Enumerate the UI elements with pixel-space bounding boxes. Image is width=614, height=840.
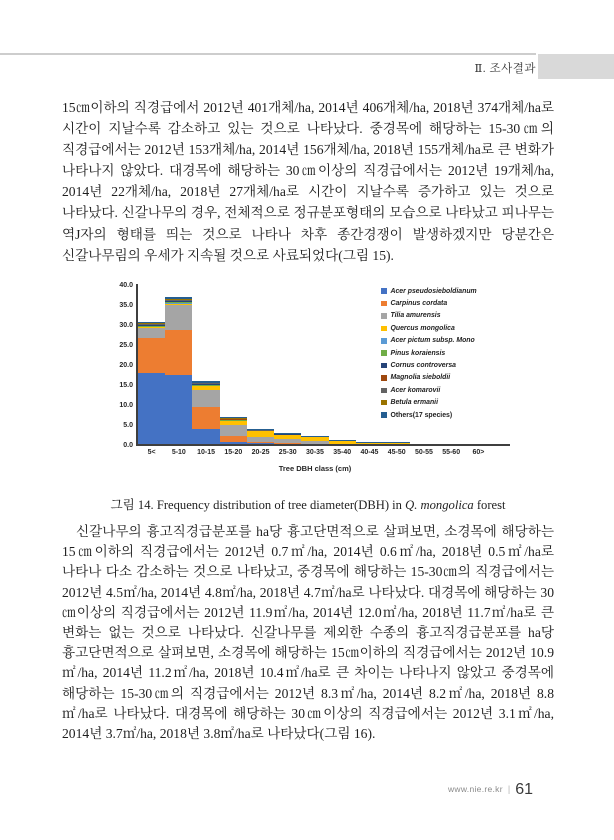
bar-segment [138, 327, 165, 338]
chart-y-ticks [113, 281, 133, 449]
bar-segment [301, 436, 328, 437]
legend-item [381, 409, 515, 421]
legend-series-label: Acer pictum subsp. Mono [390, 337, 475, 345]
body-paragraph-1: 15㎝이하의 직경급에서 2012년 401개체/ha, 2014년 406개체/ha, 2018년 374개체/ha로 시간이 지날수록 감소하고 있는 것으로 나타났다. 중경목에 해당하는 15-30㎝의 직경급에서는 2012년 153개체/ha, 2014년 156개체/ha, 2018년 155개체/ha로 큰 변화가 나타나지 않았다. 대경목에 해당하는 30㎝이상의 직경급에서는 2012년 19개체/ha, 2014년 22개체/ha, 2018년 27개체/ha로 시간이 지날수록 증가하고 있는 것으로 나타났다. 신갈나무의 경우, 전체적으로 정규분포형태의 모습으로 나타났고 피나무는 역J자의 형태를 띄는 것으로 나타나 차후 종간경쟁이 발생하겠지만 당분간은 신갈나무림의 우세가 지속될 것으로 사료되었다(그림 15). [62, 100, 554, 263]
bar-segment [165, 305, 192, 330]
chart-x-axis-title: Tree DBH class (cm) [278, 464, 352, 473]
legend-series-label: Quercus mongolica [390, 324, 455, 332]
legend-color-swatch [381, 400, 387, 406]
legend-item [381, 397, 515, 409]
bar-segment [274, 439, 301, 443]
bar-segment [192, 381, 219, 383]
bar-segment [165, 300, 192, 302]
chart-y-tick-label: 15.0 [119, 381, 133, 389]
bar-segment [329, 440, 356, 441]
bar-segment [192, 385, 219, 386]
bar-segment [138, 338, 165, 372]
legend-color-swatch [381, 326, 387, 332]
bar-segment [274, 433, 301, 434]
legend-series-label: Pinus koraiensis [390, 349, 446, 357]
legend-color-swatch [381, 363, 387, 369]
footer-page-number: 61 [515, 781, 533, 798]
chart-y-tick-label: 25.0 [119, 341, 133, 349]
chart-y-tick-label: 5.0 [123, 421, 133, 429]
legend-item [381, 384, 515, 396]
legend-series-label: Acer pseudosieboldianum [390, 287, 477, 295]
legend-series-label: Betula ermanii [390, 399, 438, 407]
bar-segment [356, 442, 383, 443]
legend-color-swatch [381, 338, 387, 344]
bar-segment [383, 442, 410, 443]
bar-segment [192, 384, 219, 385]
bar-segment [192, 429, 219, 444]
page-footer [0, 781, 533, 799]
footer-website-url: www.nie.re.kr [447, 784, 503, 794]
legend-color-swatch [381, 350, 387, 356]
bar-segment [220, 425, 247, 436]
legend-item [381, 285, 515, 297]
chart-y-tick-label: 40.0 [119, 281, 133, 289]
legend-item [381, 310, 515, 322]
legend-series-label: Cornus controversa [390, 362, 456, 370]
chart-x-tick-label: 30-35 [306, 449, 324, 456]
legend-item [381, 372, 515, 384]
chart-x-tick-label: 35-40 [333, 449, 352, 456]
chart-x-tick-label: 15-20 [224, 449, 243, 456]
footer-separator: | [507, 784, 511, 794]
legend-series-label: Tilia amurensis [390, 312, 441, 320]
chart-y-tick-label: 0.0 [123, 441, 133, 449]
legend-color-swatch [381, 288, 387, 294]
bar-segment [301, 437, 328, 441]
bar-segment [165, 299, 192, 300]
legend-color-swatch [381, 412, 387, 418]
chart-x-tick-label: 5< [147, 449, 156, 456]
body-paragraph-2: 신갈나무의 흉고직경급분포를 ha당 흉고단면적으로 살펴보면, 소경목에 해당하는 15㎝이하의 직경급에서는 2012년 0.7㎡/ha, 2014년 0.6㎡/ha, 2018년 0.5㎡/ha로 나타나 다소 감소하는 것으로 나타났고, 중경목에 해당하는 15-30㎝의 직경급에서는 2012년 4.5㎡/ha, 2014년 4.8㎡/ha, 2018년 4.7㎡/ha로 나타났다. 대경목에 해당하는 30㎝이상의 직경급에서는 2012년 11.9㎡/ha, 2014년 12.0㎡/ha, 2018년 11.7㎡/ha로 큰 변화는 없는 것으로 나타났다. 신갈나무를 제외한 수종의 흉고직경급분포를 ha당 흉고단면적으로 살펴보면, 소경목에 해당하는 15㎝이하의 직경급에서는 2012년 10.9㎡/ha, 2014년 11.2㎡/ha, 2018년 10.4㎡/ha로 큰 차이는 나타나지 않았고 중경목에 해당하는 15-30㎝의 직경급에서는 2012년 8.3㎡/ha, 2014년 8.2㎡/ha, 2018년 8.8㎡/ha로 나타났다. 대경목에 해당하는 30㎝이상의 직경급에서는 2012년 3.1㎡/ha, 2014년 3.7㎡/ha, 2018년 3.8㎡/ha로 나타났다(그림 16). [62, 524, 554, 742]
legend-color-swatch [381, 388, 387, 394]
bar-segment [247, 431, 274, 437]
chart-x-tick-label: 25-30 [278, 449, 297, 456]
bar-segment [165, 330, 192, 376]
legend-item [381, 335, 515, 347]
legend-series-label: Magnolia sieboldii [390, 374, 451, 382]
chart-x-labels [138, 449, 492, 459]
bar-segment [220, 417, 247, 418]
chart-x-tick-label: 5-10 [171, 449, 186, 456]
chart-x-tick-label: 55-60 [442, 449, 461, 456]
bar-segment [165, 297, 192, 299]
bar-segment [247, 437, 274, 442]
legend-series-label: Others(17 species) [390, 411, 453, 419]
legend-color-swatch [381, 313, 387, 319]
chart-y-tick-label: 35.0 [119, 301, 133, 309]
chart-y-tick-label: 10.0 [119, 401, 133, 409]
legend-color-swatch [381, 375, 387, 381]
figure-14-chart [113, 278, 515, 486]
header-divider [0, 53, 536, 55]
chart-x-tick-label: 20-25 [251, 449, 270, 456]
chart-y-tick-label: 20.0 [119, 361, 133, 369]
section-header: Ⅱ. 조사결과 [474, 63, 536, 75]
bar-segment [165, 303, 192, 305]
bar-segment [192, 407, 219, 429]
bar-segment [192, 390, 219, 408]
chart-x-tick-label: 50-55 [414, 449, 433, 456]
bar-segment [220, 420, 247, 425]
chart-x-tick-label: 60> [472, 449, 485, 456]
bar-segment [220, 419, 247, 420]
caption-prefix: 그림 14. Frequency distribution of tree diameter(DBH) in [110, 498, 406, 512]
legend-color-swatch [381, 301, 387, 307]
header-tab-marker [538, 54, 614, 79]
chart-x-tick-label: 45-50 [387, 449, 406, 456]
chart-x-tick-label: 40-45 [360, 449, 379, 456]
bar-segment [138, 322, 165, 323]
chart-y-tick-label: 30.0 [119, 321, 133, 329]
bar-segment [192, 386, 219, 390]
legend-item [381, 322, 515, 334]
bar-segment [274, 434, 301, 439]
bar-segment [247, 429, 274, 430]
chart-legend [381, 285, 515, 421]
legend-item [381, 347, 515, 359]
chart-x-tick-label: 10-15 [197, 449, 216, 456]
legend-series-label: Carpinus cordata [390, 300, 448, 308]
legend-item [381, 297, 515, 309]
figure-14-caption [62, 494, 554, 513]
legend-series-label: Acer komarovii [390, 386, 441, 394]
bar-segment [220, 436, 247, 442]
bar-segment [138, 373, 165, 444]
legend-item [381, 359, 515, 371]
chart-x-axis-line [136, 444, 510, 446]
bar-segment [165, 375, 192, 444]
caption-suffix: forest [473, 498, 506, 512]
caption-species-name: Q. mongolica [405, 498, 474, 512]
bar-segment [138, 324, 165, 326]
